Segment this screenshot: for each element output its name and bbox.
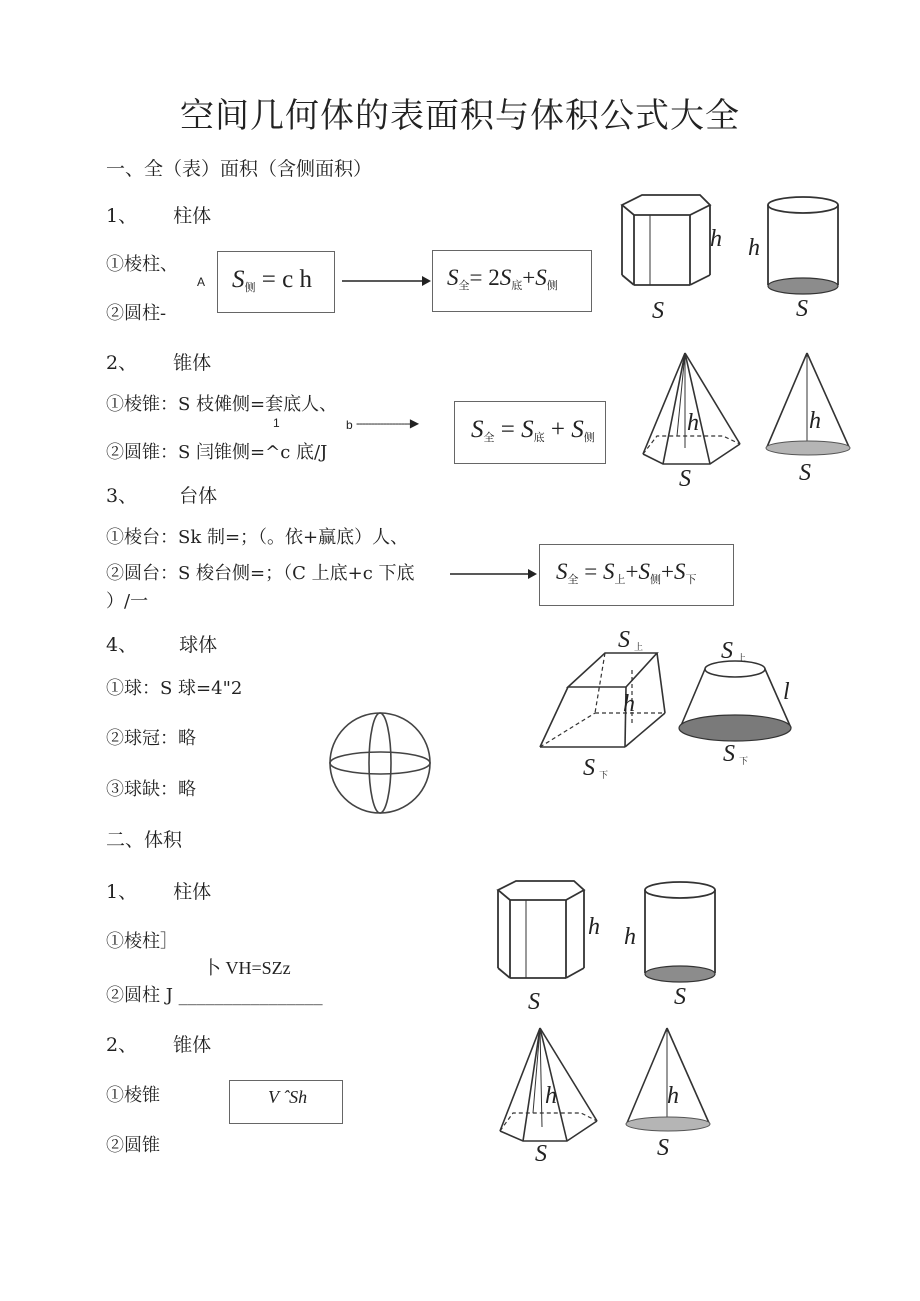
s1-prism-marker: A — [197, 275, 206, 289]
s1-cone-heading: 2、 锥体 — [106, 352, 212, 374]
section2-heading: 二、体积 — [106, 829, 183, 851]
svg-text:S: S — [674, 984, 686, 1010]
svg-text:上: 上 — [634, 643, 644, 653]
svg-text:h: h — [623, 691, 635, 717]
figure-prism-cylinder-2 — [490, 878, 730, 1018]
svg-text:S: S — [723, 741, 735, 767]
formula-total-cone: $S_全 = S_底 + S_侧$ — [471, 416, 595, 444]
formula-box-total-prism — [432, 250, 592, 312]
s2-prism-heading: 1、 柱体 — [106, 881, 212, 903]
arrow-frustum — [450, 568, 540, 580]
svg-text:h: h — [624, 924, 636, 950]
svg-text:l: l — [783, 679, 790, 705]
svg-text:S: S — [657, 1135, 669, 1161]
s1-frustum-line3: ）/一 — [106, 591, 149, 612]
svg-text:S: S — [721, 638, 733, 664]
svg-text:h: h — [667, 1083, 679, 1109]
s1-sphere-heading: 4、 球体 — [106, 634, 218, 656]
formula-total-frustum: $S_全 = S_上+S_侧+S_下$ — [556, 559, 697, 586]
s1-cone-markb: b — [346, 418, 353, 432]
formula-box-total-frustum — [539, 544, 734, 606]
s2-cone-line2: ②圆锥 — [106, 1135, 160, 1156]
figure-frustums — [535, 625, 815, 785]
s1-frustum-line2: ②圆台：S 梭台侧=；（C 上底+c 下底 — [106, 563, 415, 584]
s1-sphere-line2: ②球冠：略 — [106, 728, 196, 749]
svg-text:S: S — [652, 298, 664, 324]
s1-prism-heading: 1、 柱体 — [106, 205, 212, 227]
formula-total-prism: $S_全= 2S_底+S_侧$ — [447, 265, 558, 292]
svg-text:h: h — [545, 1083, 557, 1109]
svg-text:下: 下 — [739, 757, 749, 767]
s1-frustum-line1: ①棱台：Sk 制=；（。依+赢底）人、 — [106, 527, 409, 548]
svg-text:h: h — [809, 408, 821, 434]
figure-pyramid-cone-1 — [635, 348, 865, 493]
svg-text:h: h — [588, 914, 600, 940]
svg-text:h: h — [748, 235, 760, 261]
arrow-prism — [342, 275, 432, 287]
svg-text:S: S — [528, 989, 540, 1015]
s2-cone-heading: 2、 锥体 — [106, 1034, 212, 1056]
s2-prism-line1: ①棱柱］ — [106, 931, 178, 952]
s1-sphere-line1: ①球：S 球=4"2 — [106, 678, 243, 699]
svg-text:S: S — [796, 296, 808, 322]
svg-text:S: S — [679, 466, 691, 492]
svg-text:S: S — [799, 460, 811, 486]
figure-sphere — [328, 712, 434, 816]
page-title: 空间几何体的表面积与体积公式大全 — [180, 96, 740, 136]
s1-cone-dashed-arrow: ------------------▶ — [356, 416, 419, 430]
s1-prism-line2: ②圆柱- — [106, 303, 167, 324]
formula-lateral: $S_侧 = c$ h — [232, 266, 312, 294]
figure-pyramid-cone-2 — [495, 1025, 725, 1170]
figure-prism-cylinder-1 — [610, 190, 860, 330]
s2-cone-line1: ①棱锥 — [106, 1085, 160, 1106]
formula-box-lateral — [217, 251, 335, 313]
s1-frustum-heading: 3、 台体 — [106, 485, 218, 507]
s1-cone-line2: ②圆锥：S 闫锥侧=^c 底/J — [106, 442, 328, 463]
svg-text:S: S — [618, 627, 630, 653]
formula-box-cone-volume — [229, 1080, 343, 1124]
section1-heading: 一、全（表）面积（含侧面积） — [106, 158, 373, 180]
s1-sphere-line3: ③球缺：略 — [106, 779, 196, 800]
s2-prism-line2: ②圆柱 J ________________ — [106, 985, 323, 1006]
svg-text:S: S — [583, 755, 595, 781]
svg-text:下: 下 — [599, 771, 609, 781]
svg-text:h: h — [710, 226, 722, 252]
s1-cone-line1: ①棱锥：S 枝傩侧=套底人、 — [106, 394, 338, 415]
s1-cone-mark1: 1 — [273, 416, 280, 430]
svg-text:S: S — [535, 1141, 547, 1167]
svg-text:上: 上 — [737, 654, 747, 664]
s2-prism-formula: 卜 VH=SZz — [203, 958, 291, 978]
s1-prism-line1: ①棱柱、 — [106, 254, 178, 275]
formula-cone-volume: V ˆSh — [268, 1087, 308, 1107]
svg-text:h: h — [687, 410, 699, 436]
formula-box-total-cone — [454, 401, 606, 464]
